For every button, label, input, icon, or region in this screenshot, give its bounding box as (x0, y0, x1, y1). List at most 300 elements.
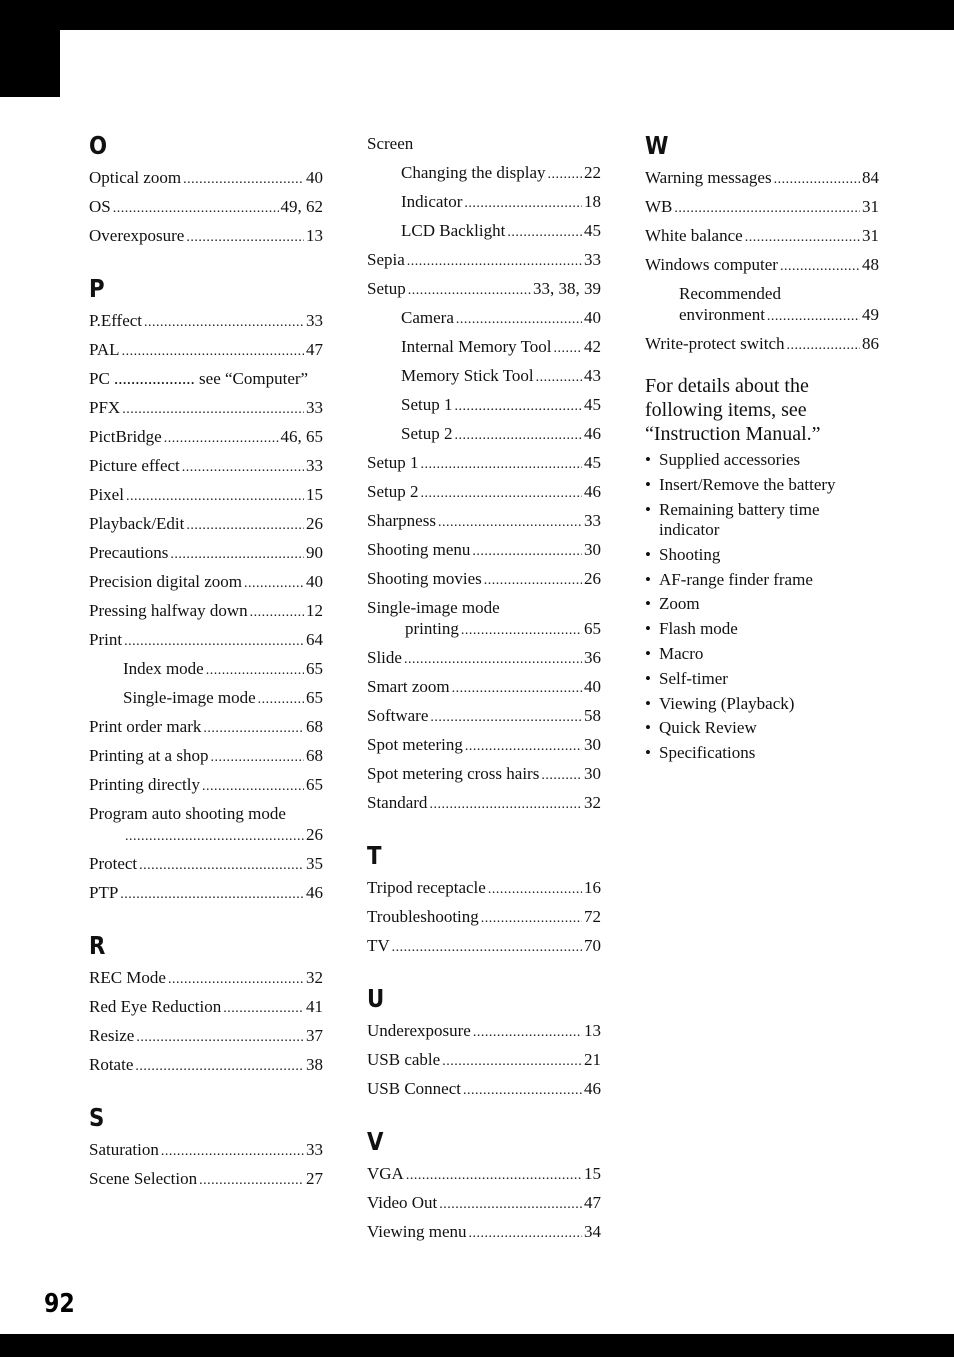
index-column-2 (367, 133, 601, 1250)
index-entry (89, 484, 323, 513)
entry-page: 30 (584, 540, 601, 559)
index-entry-multiline (89, 803, 323, 853)
entry-term: Printing at a shop (89, 746, 209, 765)
index-entry (367, 481, 601, 510)
entry-page: 16 (584, 878, 601, 897)
dot-leader (406, 1165, 582, 1186)
entry-term: Setup 2 (367, 482, 419, 501)
index-entry (89, 967, 323, 996)
entry-term: Warning messages (645, 168, 772, 187)
index-entry (89, 455, 323, 484)
entry-term: Saturation (89, 1140, 159, 1159)
entry-term: Precautions (89, 543, 169, 562)
index-entry (367, 1192, 601, 1221)
index-subentry (367, 394, 601, 423)
dot-leader (465, 736, 582, 757)
entry-term: Smart zoom (367, 677, 450, 696)
entry-term: Indicator (401, 192, 463, 211)
entry-term: Scene Selection (89, 1169, 198, 1188)
index-entry (367, 734, 601, 763)
entry-continuation (679, 304, 879, 325)
entry-term: Rotate (89, 1055, 134, 1074)
entry-page: 15 (306, 485, 323, 504)
entry-page: 65 (306, 688, 323, 707)
index-entry (367, 1163, 601, 1192)
index-subentry (367, 336, 601, 365)
dot-leader (481, 908, 582, 929)
dot-leader (122, 399, 304, 420)
entry-term: Tripod receptacle (367, 878, 486, 897)
dot-leader (210, 747, 304, 768)
dot-leader (430, 707, 582, 728)
index-entry (367, 676, 601, 705)
index-entry (89, 774, 323, 803)
entry-page: 40 (584, 308, 601, 327)
details-item (645, 570, 879, 591)
dot-leader (223, 998, 304, 1019)
entry-page: 90 (306, 543, 323, 562)
dot-leader (429, 794, 582, 815)
index-entry (367, 705, 601, 734)
dot-leader (404, 649, 582, 670)
entry-term: PAL (89, 340, 120, 359)
entry-page: 15 (584, 1164, 601, 1183)
bullet-icon: • (645, 499, 651, 519)
details-item-text: Insert/Remove the battery (659, 474, 836, 494)
entry-term: Sepia (367, 250, 405, 269)
index-entry (89, 225, 323, 254)
entry-page: 32 (584, 793, 601, 812)
details-item-text: Flash mode (659, 619, 738, 639)
details-item (645, 475, 879, 496)
page-number: 92 (44, 1289, 75, 1319)
index-entry (89, 629, 323, 658)
entry-term: Printing directly (89, 775, 200, 794)
dot-leader (463, 1080, 582, 1101)
entry-page: 35 (306, 854, 323, 873)
index-entry (367, 452, 601, 481)
entry-term: Slide (367, 648, 402, 667)
dot-leader (392, 937, 582, 958)
index-entry (89, 339, 323, 368)
entry-term: Camera (401, 308, 454, 327)
entry-page: 30 (584, 764, 601, 783)
index-subentry (367, 191, 601, 220)
index-entry: PC ................... see “Computer” (89, 369, 309, 388)
bullet-icon: • (645, 693, 651, 713)
dot-leader (541, 765, 582, 786)
entry-term: Standard (367, 793, 428, 812)
dot-leader (464, 193, 582, 214)
details-item-text: Self-timer (659, 668, 728, 688)
entry-page: 86 (862, 334, 879, 353)
entry-page: 49, 62 (280, 197, 323, 216)
section-letter: P (89, 274, 105, 303)
index-entry (89, 310, 323, 339)
entry-page: 33 (306, 456, 323, 475)
bottom-black-bar (0, 1334, 954, 1357)
dot-leader (186, 227, 304, 248)
index-subentry (89, 687, 323, 716)
entry-page: 45 (584, 221, 601, 240)
section-letter: R (89, 931, 106, 960)
dot-leader (774, 169, 860, 190)
details-item-text: Zoom (659, 594, 700, 614)
entry-term: Pressing halfway down (89, 601, 248, 620)
dot-leader (203, 718, 304, 739)
corner-tab-marker (0, 30, 60, 97)
entry-page: 26 (584, 569, 601, 588)
index-entry (367, 763, 601, 792)
entry-term: Setup 2 (401, 424, 453, 443)
entry-term: Pixel (89, 485, 124, 504)
entry-term: Sharpness (367, 511, 436, 530)
entry-term: VGA (367, 1164, 404, 1183)
index-column-1 (89, 125, 323, 1197)
dot-leader (113, 198, 279, 219)
entry-page: 36 (584, 648, 601, 667)
entry-term: Setup 1 (367, 453, 419, 472)
entry-continuation (89, 824, 323, 845)
dot-leader (674, 198, 860, 219)
dot-leader (547, 164, 582, 185)
entry-page: 12 (306, 601, 323, 620)
index-entry: Screen (367, 134, 414, 153)
entry-page: 33, 38, 39 (533, 279, 601, 298)
dot-leader (135, 1056, 304, 1077)
dot-leader (745, 227, 860, 248)
details-item (645, 743, 879, 764)
entry-page: 41 (306, 997, 323, 1016)
dot-leader (554, 338, 582, 359)
index-entry (367, 249, 601, 278)
entry-term: Red Eye Reduction (89, 997, 222, 1016)
entry-page: 32 (306, 968, 323, 987)
entry-page: 30 (584, 735, 601, 754)
entry-term: Underexposure (367, 1021, 471, 1040)
dot-leader (767, 306, 860, 327)
index-subentry (89, 658, 323, 687)
dot-leader (780, 256, 860, 277)
section-letter: O (89, 131, 108, 160)
dot-leader (250, 602, 304, 623)
index-entry (645, 196, 879, 225)
index-entry (367, 647, 601, 676)
entry-page: 33 (306, 398, 323, 417)
bullet-icon: • (645, 569, 651, 589)
index-entry (367, 935, 601, 964)
entry-page: 40 (306, 168, 323, 187)
details-item (645, 669, 879, 690)
dot-leader (472, 541, 582, 562)
entry-term: P.Effect (89, 311, 143, 330)
entry-term: Spot metering (367, 735, 463, 754)
entry-page: 42 (584, 337, 601, 356)
index-subentry (367, 220, 601, 249)
section-letter: W (645, 131, 669, 160)
index-entry (89, 600, 323, 629)
entry-term: Index mode (123, 659, 204, 678)
top-black-bar (0, 0, 954, 30)
entry-term: USB Connect (367, 1079, 461, 1098)
entry-page: 68 (306, 746, 323, 765)
entry-term: PictBridge (89, 427, 162, 446)
dot-leader (473, 1022, 582, 1043)
details-item (645, 619, 879, 640)
details-item (645, 644, 879, 665)
index-column-3 (645, 125, 879, 768)
dot-leader (258, 689, 304, 710)
dot-leader (536, 367, 582, 388)
dot-leader (484, 570, 582, 591)
bullet-icon: • (645, 594, 651, 614)
entry-page: 46 (584, 424, 601, 443)
bullet-icon: • (645, 619, 651, 639)
entry-page: 26 (306, 514, 323, 533)
entry-page: 72 (584, 907, 601, 926)
entry-term: Internal Memory Tool (401, 337, 552, 356)
entry-page: 40 (584, 677, 601, 696)
entry-page: 33 (584, 511, 601, 530)
dot-leader (244, 573, 304, 594)
details-heading: For details about the following items, see “Instruction Manual.” (645, 375, 821, 445)
entry-term: Protect (89, 854, 138, 873)
entry-term: Shooting menu (367, 540, 471, 559)
entry-term: Changing the display (401, 163, 546, 182)
entry-page: 70 (584, 936, 601, 955)
entry-term: White balance (645, 226, 743, 245)
index-entry (367, 1049, 601, 1078)
entry-page: 65 (306, 659, 323, 678)
entry-page: 37 (306, 1026, 323, 1045)
index-entry (89, 996, 323, 1025)
index-column-3-entries (645, 125, 879, 362)
index-entry (367, 877, 601, 906)
section-letter: T (367, 841, 382, 870)
bullet-icon: • (645, 718, 651, 738)
index-entry (645, 167, 879, 196)
index-entry (89, 1139, 323, 1168)
index-entry (367, 510, 601, 539)
details-item-text: Viewing (Playback) (659, 693, 795, 713)
entry-page: 47 (584, 1193, 601, 1212)
entry-page: 46 (584, 1079, 601, 1098)
entry-term: Precision digital zoom (89, 572, 242, 591)
entry-page: 48 (862, 255, 879, 274)
dot-leader (507, 222, 582, 243)
index-entry (89, 1168, 323, 1197)
index-entry (367, 568, 601, 597)
index-entry (367, 278, 601, 307)
dot-leader (168, 969, 304, 990)
dot-leader (122, 341, 304, 362)
entry-page: 33 (306, 1140, 323, 1159)
dot-leader (439, 1194, 582, 1215)
entry-page: 26 (306, 825, 323, 844)
entry-page: 58 (584, 706, 601, 725)
details-item (645, 450, 879, 471)
index-entry (89, 853, 323, 882)
index-entry (89, 1025, 323, 1054)
details-item (645, 500, 879, 541)
entry-page: 31 (862, 226, 879, 245)
bullet-icon: • (645, 644, 651, 664)
entry-page: 46, 65 (280, 427, 323, 446)
dot-leader (164, 428, 279, 449)
section-letter: U (367, 984, 385, 1013)
index-entry (367, 906, 601, 935)
bullet-icon: • (645, 544, 651, 564)
index-subentry (367, 365, 601, 394)
entry-term: Setup (367, 279, 406, 298)
entry-page: 13 (306, 226, 323, 245)
entry-page: 46 (584, 482, 601, 501)
entry-term: Optical zoom (89, 168, 182, 187)
entry-term: Viewing menu (367, 1222, 467, 1241)
details-item (645, 718, 879, 739)
entry-term: Write-protect switch (645, 334, 785, 353)
index-entry (367, 1078, 601, 1107)
index-entry (645, 254, 879, 283)
entry-term: Print (89, 630, 123, 649)
bullet-icon: • (645, 474, 651, 494)
bullet-icon: • (645, 668, 651, 688)
entry-term: OS (89, 197, 111, 216)
entry-page: 13 (584, 1021, 601, 1040)
details-item (645, 594, 879, 615)
entry-page: 43 (584, 366, 601, 385)
details-item-text: Macro (659, 644, 704, 664)
index-entry (645, 333, 879, 362)
entry-continuation (367, 618, 601, 639)
dot-leader (199, 1170, 304, 1191)
entry-term-cont: printing (405, 619, 459, 638)
index-entry (89, 397, 323, 426)
entry-page: 27 (306, 1169, 323, 1188)
entry-page: 34 (584, 1222, 601, 1241)
entry-page: 38 (306, 1055, 323, 1074)
index-entry (89, 1054, 323, 1083)
dot-leader (469, 1223, 582, 1244)
section-letter: S (89, 1103, 105, 1132)
entry-term: Overexposure (89, 226, 185, 245)
details-item-text: AF-range finder frame (659, 569, 813, 589)
entry-term: PFX (89, 398, 121, 417)
entry-term: Windows computer (645, 255, 778, 274)
dot-leader (454, 396, 582, 417)
index-entry (645, 225, 879, 254)
entry-term: Program auto shooting mode (89, 804, 286, 823)
section-letter: V (367, 1127, 384, 1156)
index-entry (89, 167, 323, 196)
entry-page: 18 (584, 192, 601, 211)
entry-term: WB (645, 197, 673, 216)
dot-leader (124, 631, 304, 652)
entry-term: REC Mode (89, 968, 166, 987)
entry-page: 65 (584, 619, 601, 638)
entry-term: Recommended (679, 284, 781, 303)
entry-term: LCD Backlight (401, 221, 506, 240)
index-entry (367, 792, 601, 821)
entry-page: 40 (306, 572, 323, 591)
entry-term: Single-image mode (367, 598, 500, 617)
entry-page: 64 (306, 630, 323, 649)
index-entry (367, 539, 601, 568)
entry-page: 45 (584, 453, 601, 472)
dot-leader (408, 280, 531, 301)
index-entry-multiline (645, 283, 879, 333)
dot-leader (183, 169, 304, 190)
dot-leader (182, 457, 304, 478)
entry-page: 22 (584, 163, 601, 182)
entry-term: Setup 1 (401, 395, 453, 414)
details-item (645, 694, 879, 715)
entry-page: 21 (584, 1050, 601, 1069)
index-entry (89, 745, 323, 774)
entry-term: USB cable (367, 1050, 441, 1069)
index-entry (89, 513, 323, 542)
entry-page: 47 (306, 340, 323, 359)
bullet-icon: • (645, 743, 651, 763)
dot-leader (206, 660, 304, 681)
bullet-icon: • (645, 450, 651, 469)
index-entry (89, 426, 323, 455)
details-item-text: Quick Review (659, 718, 757, 738)
details-item-text: Supplied accessories (659, 450, 801, 469)
entry-term: Playback/Edit (89, 514, 185, 533)
entry-term: Shooting movies (367, 569, 482, 588)
dot-leader (461, 620, 582, 641)
details-item (645, 545, 879, 566)
details-item-text: Shooting (659, 544, 721, 564)
dot-leader (126, 486, 304, 507)
index-entry (89, 882, 323, 911)
dot-leader (407, 251, 582, 272)
entry-term: Single-image mode (123, 688, 256, 707)
dot-leader (136, 1027, 304, 1048)
dot-leader (456, 309, 582, 330)
entry-page: 45 (584, 395, 601, 414)
dot-leader (170, 544, 304, 565)
entry-term: Video Out (367, 1193, 438, 1212)
entry-term: Picture effect (89, 456, 180, 475)
dot-leader (125, 826, 304, 847)
entry-page: 84 (862, 168, 879, 187)
dot-leader (787, 335, 860, 356)
entry-term: Resize (89, 1026, 135, 1045)
entry-term: Software (367, 706, 429, 725)
index-subentry (367, 423, 601, 452)
index-subentry (367, 162, 601, 191)
entry-term: Print order mark (89, 717, 202, 736)
dot-leader (139, 855, 304, 876)
dot-leader (442, 1051, 582, 1072)
index-entry (89, 571, 323, 600)
entry-term: Troubleshooting (367, 907, 479, 926)
dot-leader (186, 515, 304, 536)
entry-page: 65 (306, 775, 323, 794)
index-subentry (367, 307, 601, 336)
entry-page: 68 (306, 717, 323, 736)
dot-leader (161, 1141, 304, 1162)
dot-leader (202, 776, 304, 797)
details-note (645, 374, 879, 764)
index-entry (89, 716, 323, 745)
index-entry (367, 1020, 601, 1049)
entry-term: Spot metering cross hairs (367, 764, 540, 783)
dot-leader (438, 512, 582, 533)
entry-term: PTP (89, 883, 119, 902)
